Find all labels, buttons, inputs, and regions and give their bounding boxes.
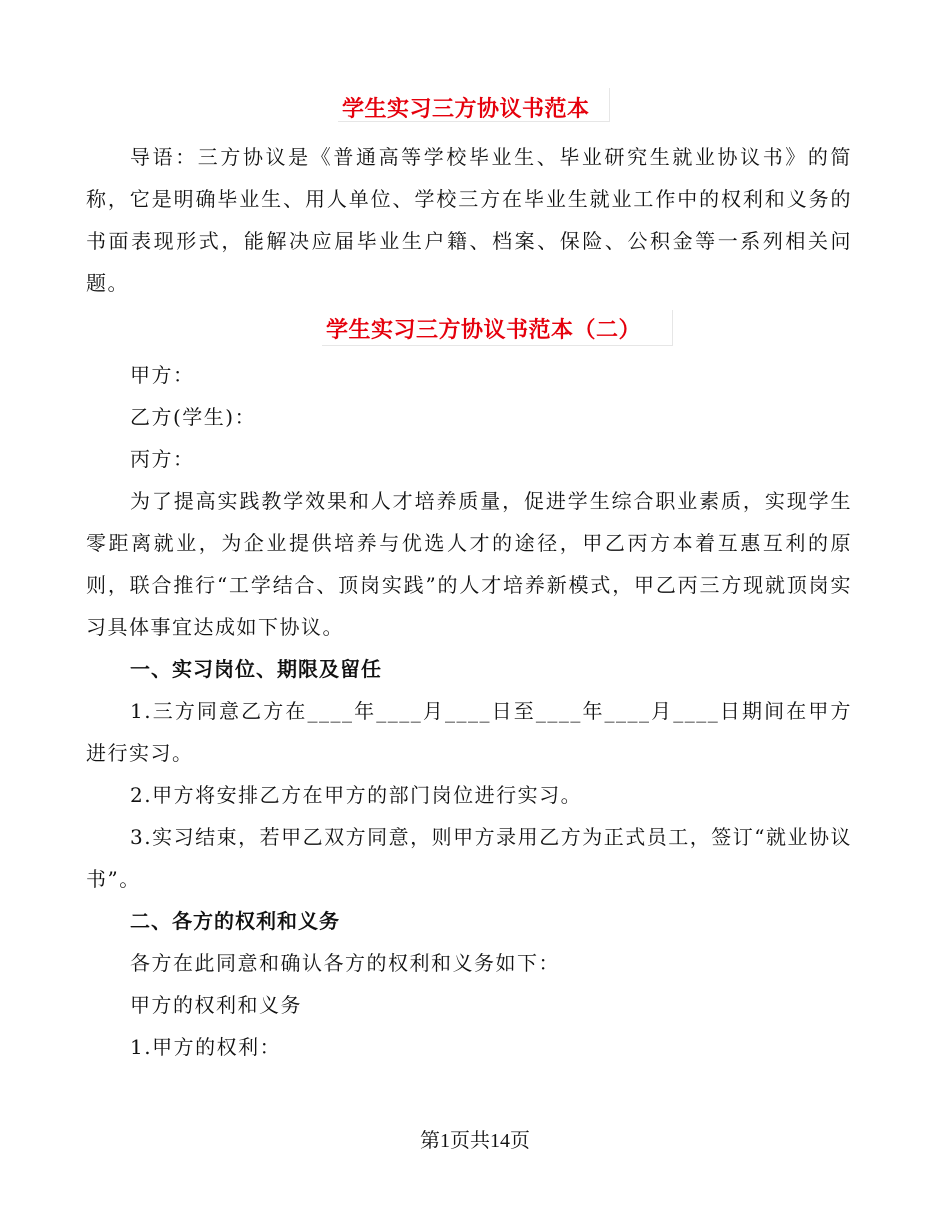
party-a-rights-item: 1.甲方的权利： <box>130 1035 282 1059</box>
item-1-2: 2.甲方将安排乙方在甲方的部门岗位进行实习。 <box>130 783 583 807</box>
document-title: 学生实习三方协议书范本 <box>342 96 590 122</box>
party-a-rights-heading: 甲方的权利和义务 <box>130 993 302 1017</box>
party-a-line: 甲方： <box>130 363 195 387</box>
section1-heading: 一、实习岗位、期限及留任 <box>130 657 382 681</box>
section2-intro: 各方在此同意和确认各方的权利和义务如下： <box>130 951 560 975</box>
page-footer: 第1页共14页 <box>420 1130 530 1152</box>
item-1-1: 1.三方同意乙方在____年____月____日至____年____月____日期间在甲方进行实习。 <box>86 699 852 765</box>
section2-heading: 二、各方的权利和义务 <box>130 909 340 933</box>
party-b-line: 乙方(学生)： <box>130 405 257 429</box>
party-c-line: 丙方： <box>130 447 195 471</box>
intro-paragraph: 导语：三方协议是《普通高等学校毕业生、毕业研究生就业协议书》的简称，它是明确毕业生、用人单位、学校三方在毕业生就业工作中的权利和义务的书面表现形式，能解决应届毕业生户籍、档案、保险、公积金等一系列相关问题。 <box>86 145 852 295</box>
document-subtitle: 学生实习三方协议书范本（二） <box>326 317 642 343</box>
item-1-3: 3.实习结束，若甲乙双方同意，则甲方录用乙方为正式员工，签订“就业协议书”。 <box>86 825 852 891</box>
preamble-paragraph: 为了提高实践教学效果和人才培养质量，促进学生综合职业素质，实现学生零距离就业，为企业提供培养与优选人才的途径，甲乙丙方本着互惠互利的原则，联合推行“工学结合、顶岗实践”的人才培养新模式，甲乙丙三方现就顶岗实习具体事宜达成如下协议。 <box>86 489 852 639</box>
